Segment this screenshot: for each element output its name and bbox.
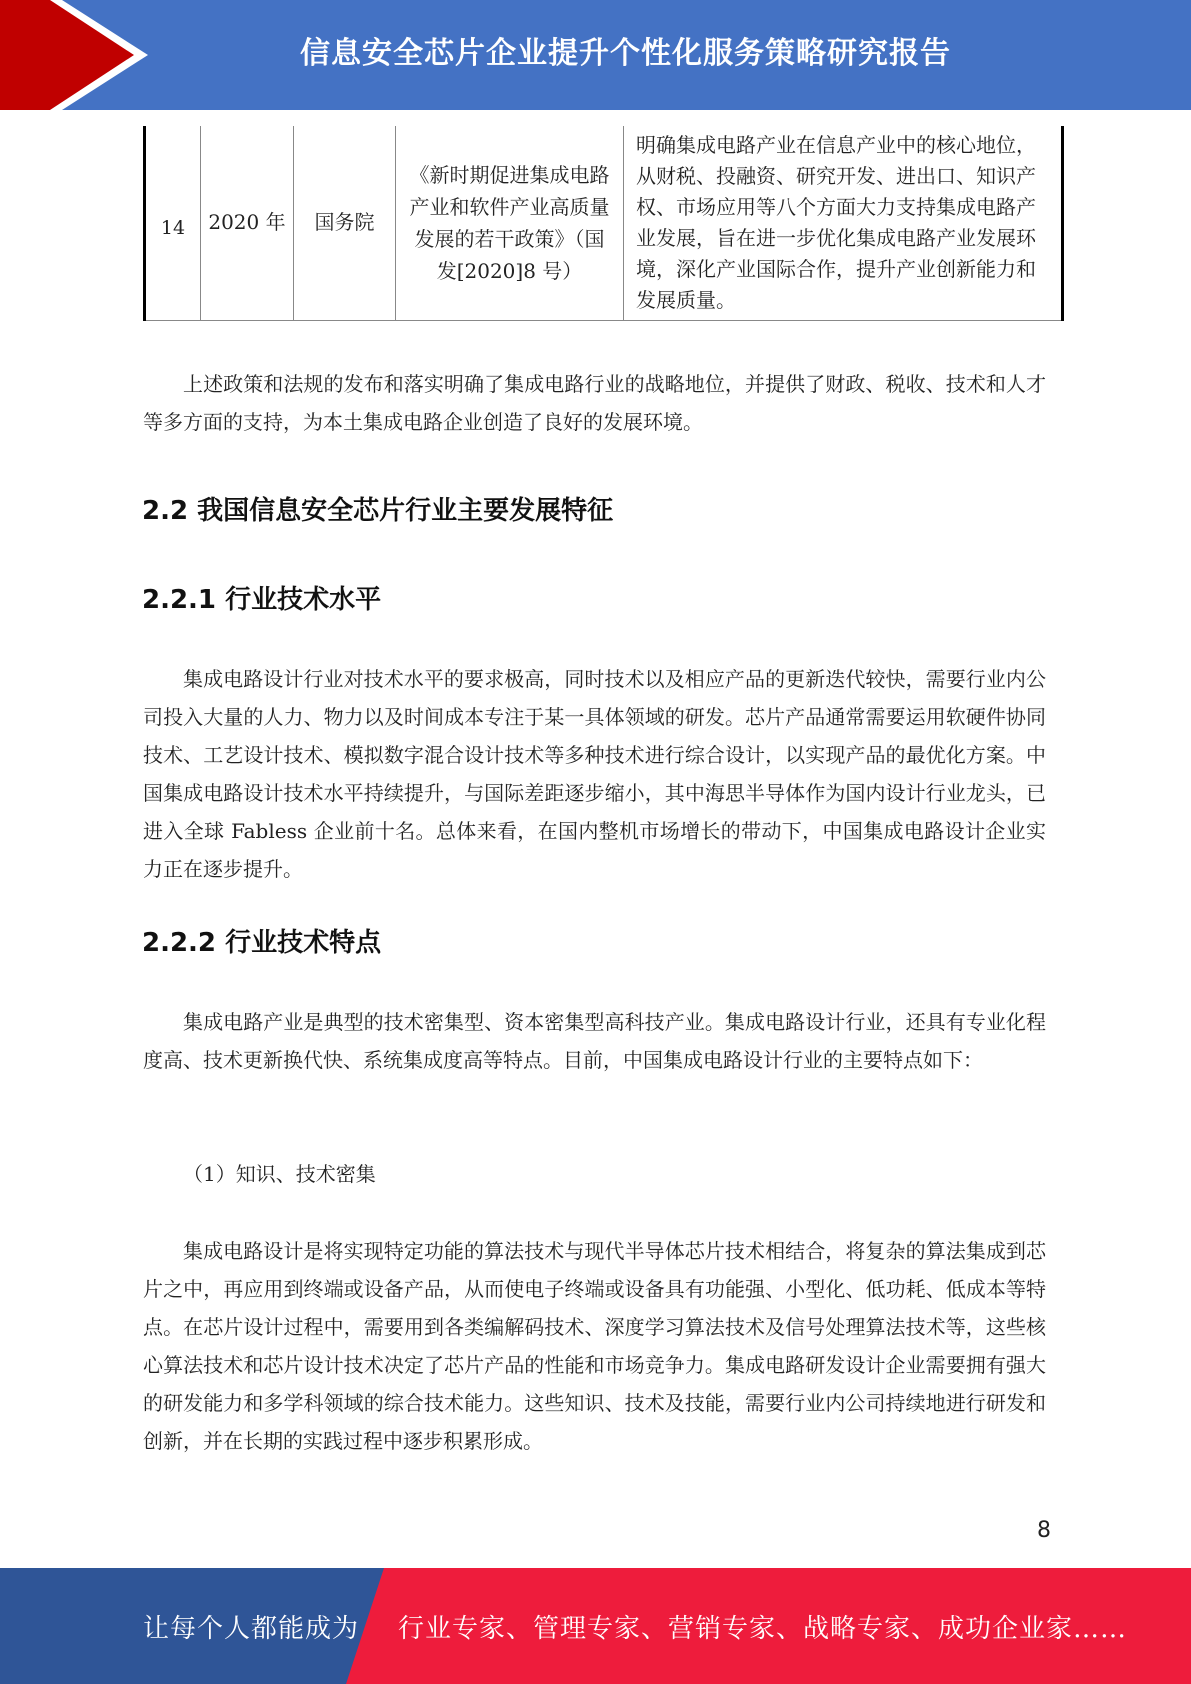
- section-2-2-2-body: [143, 1003, 1046, 1079]
- row-description: 明确集成电路产业在信息产业中的核心地位，从财税、投融资、研究开发、进出口、知识产权、市场应用等八个方面大力支持集成电路产业发展，旨在进一步优化集成电路产业发展环境，深化产业国际合作，提升产业创新能力和发展质量。: [624, 126, 1063, 320]
- tech-features-paragraph: 集成电路产业是典型的技术密集型、资本密集型高科技产业。集成电路设计行业，还具有专业化程度高、技术更新换代快、系统集成度高等特点。目前，中国集成电路设计行业的主要特点如下：: [143, 1010, 1046, 1072]
- section-2-2-1-body: [143, 660, 1046, 888]
- row-organization: 国务院: [294, 126, 396, 320]
- item-1-label: （1）知识、技术密集: [183, 1162, 376, 1186]
- page-footer: [0, 1568, 1191, 1684]
- report-title: 信息安全芯片企业提升个性化服务策略研究报告: [300, 36, 951, 71]
- item-1-body: [143, 1232, 1046, 1460]
- footer-slogan-left: 让每个人都能成为: [143, 1613, 360, 1644]
- row-year: 2020 年: [201, 126, 294, 320]
- page-number: 8: [1037, 1518, 1051, 1543]
- intro-section: [143, 365, 1046, 441]
- row-document: 《新时期促进集成电路产业和软件产业高质量发展的若干政策》（国发[2020]8 号）: [396, 126, 624, 320]
- item-1-paragraph: 集成电路设计是将实现特定功能的算法技术与现代半导体芯片技术相结合，将复杂的算法集成到芯片之中，再应用到终端或设备产品，从而使电子终端或设备具有功能强、小型化、低功耗、低成本等特点。在芯片设计过程中，需要用到各类编解码技术、深度学习算法技术及信号处理算法技术等，这些核心算法技术和芯片设计技术决定了芯片产品的性能和市场竞争力。集成电路研发设计企业需要拥有强大的研发能力和多学科领域的综合技术能力。这些知识、技术及技能，需要行业内公司持续地进行研发和创新，并在长期的实践过程中逐步积累形成。: [143, 1239, 1046, 1453]
- table-row: [145, 126, 1063, 320]
- intro-paragraph: 上述政策和法规的发布和落实明确了集成电路行业的战略地位，并提供了财政、税收、技术和人才等多方面的支持，为本土集成电路企业创造了良好的发展环境。: [143, 372, 1046, 434]
- row-number: 14: [145, 126, 201, 320]
- footer-slogan-right: 行业专家、管理专家、营销专家、战略专家、成功企业家……: [398, 1613, 1128, 1644]
- item-1-block: [143, 1155, 1046, 1193]
- page-header: [0, 0, 1191, 110]
- section-heading-2-2-2: 2.2.2 行业技术特点: [142, 928, 382, 958]
- tech-level-paragraph: 集成电路设计行业对技术水平的要求极高，同时技术以及相应产品的更新迭代较快，需要行业内公司投入大量的人力、物力以及时间成本专注于某一具体领域的研发。芯片产品通常需要运用软硬件协同技术、工艺设计技术、模拟数字混合设计技术等多种技术进行综合设计，以实现产品的最优化方案。中国集成电路设计技术水平持续提升，与国际差距逐步缩小，其中海思半导体作为国内设计行业龙头，已进入全球 Fabless 企业前十名。总体来看，在国内整机市场增长的带动下，中国集成电路设计企业实力正在逐步提升。: [143, 667, 1046, 881]
- policy-table: [143, 126, 1064, 321]
- section-heading-2-2-1: 2.2.1 行业技术水平: [142, 585, 382, 615]
- section-heading-2-2: 2.2 我国信息安全芯片行业主要发展特征: [142, 496, 614, 526]
